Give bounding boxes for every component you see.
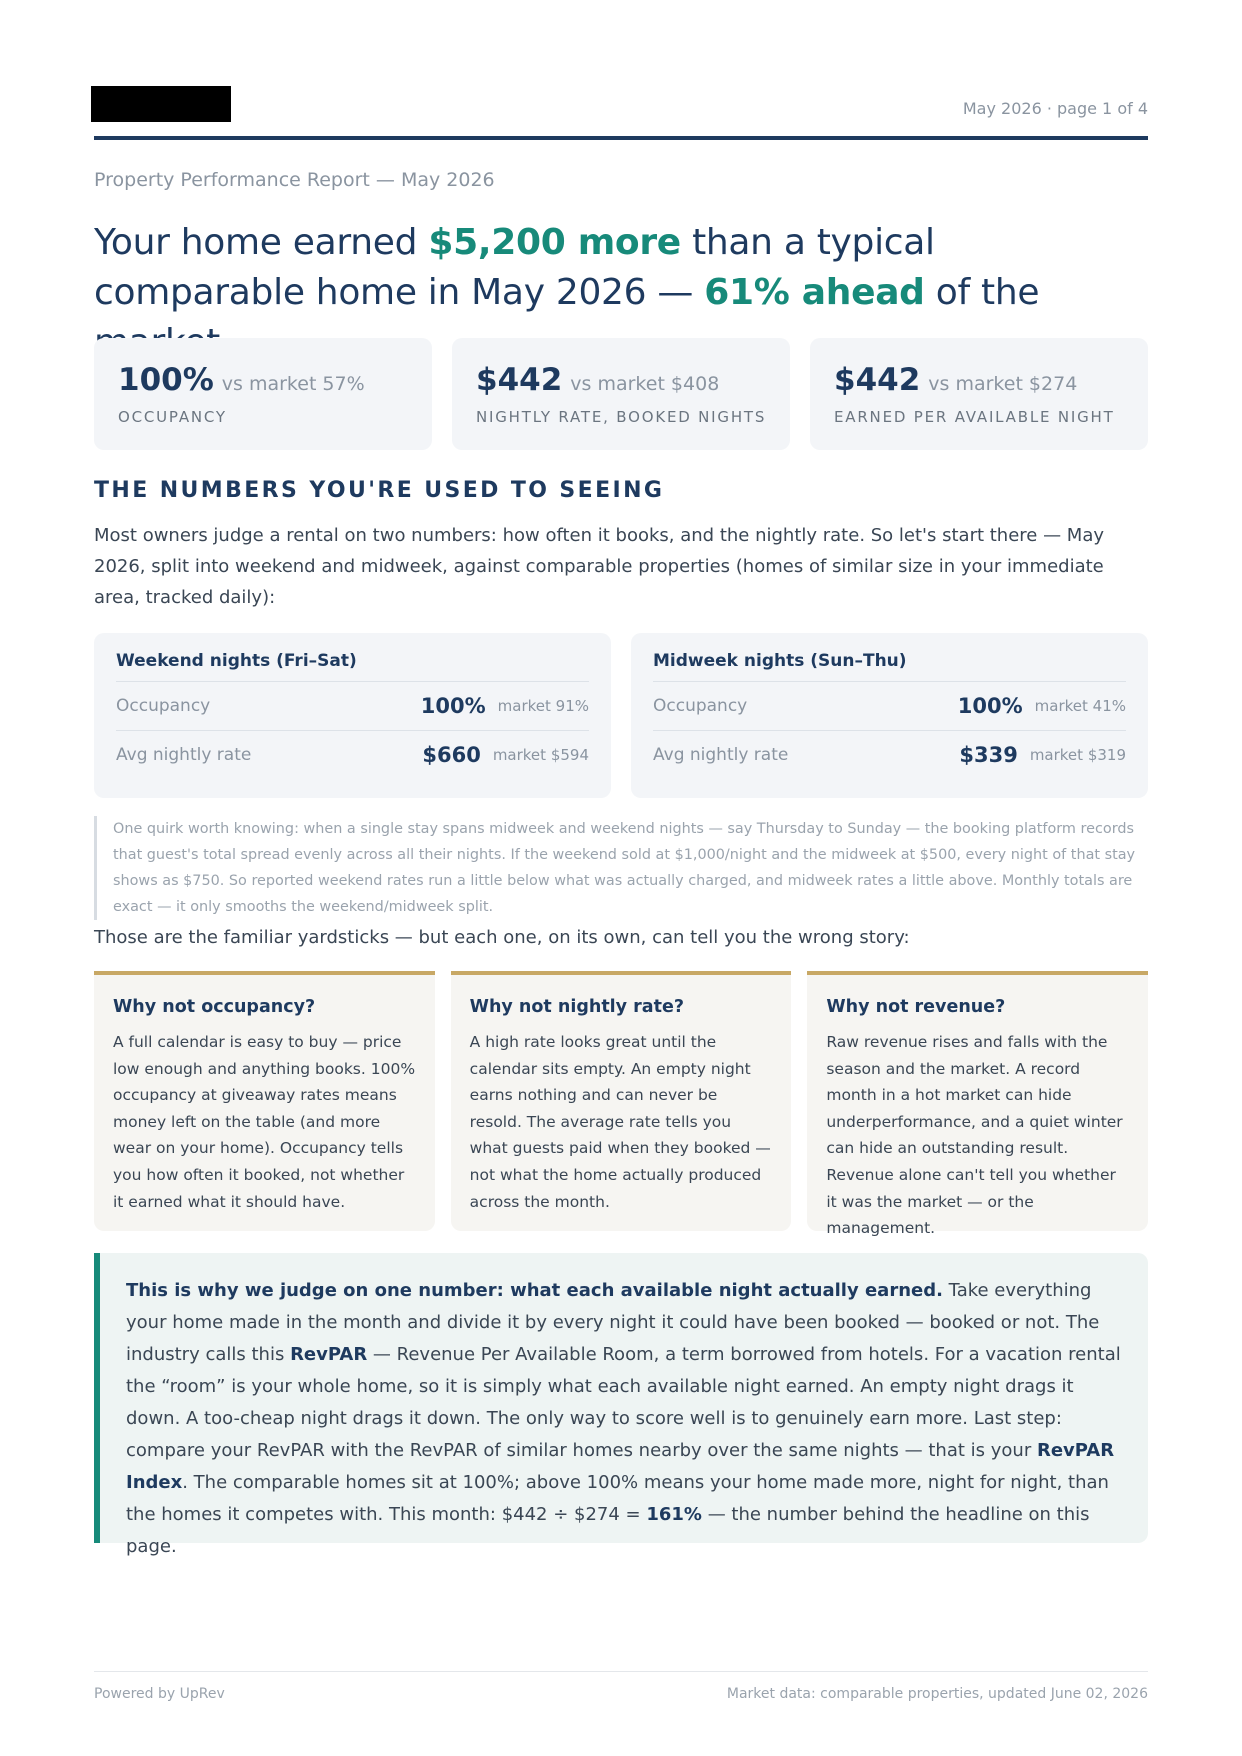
- split-row: [653, 682, 1126, 731]
- kpi-value: $442: [476, 362, 563, 398]
- split-title: Weekend nights (Fri–Sat): [116, 651, 589, 682]
- kpi-occupancy: [94, 338, 432, 450]
- split-row: [116, 682, 589, 731]
- split-row-value: $339: [959, 743, 1018, 767]
- revpar-callout: [94, 1253, 1148, 1557]
- split-row-label: Occupancy: [116, 696, 211, 716]
- headline-highlight-amount: $5,200 more: [428, 222, 681, 263]
- why-not-rate-card: [451, 971, 792, 1231]
- callout-text: . The comparable homes sit at 100%; above 100% means your home made more, night for night, than the homes it competes with. This month: $442 ÷ $274 =: [126, 1472, 1109, 1525]
- split-row-value: 100%: [420, 694, 486, 718]
- headline-text-2: than a typical comparable home in May 2026 —: [94, 222, 935, 313]
- why-body: A full calendar is easy to buy — price low enough and anything books. 100% occupancy at giveaway rates means money left on the table (and more wear on your home). Occupancy tells you how often it booked, not whether it earned what it should have.: [113, 1033, 416, 1211]
- split-row-market: market $319: [1029, 746, 1126, 764]
- split-row-value: $660: [422, 743, 481, 767]
- headline-highlight-percent: 61% ahead: [704, 272, 925, 313]
- why-title: Why not occupancy?: [113, 997, 316, 1017]
- page-header: [94, 86, 1148, 140]
- why-not-revenue-card: [807, 971, 1148, 1238]
- section-title: THE NUMBERS YOU'RE USED TO SEEING: [94, 478, 665, 503]
- split-row-label: Avg nightly rate: [116, 745, 252, 765]
- split-row-market: market $594: [492, 746, 589, 764]
- kpi-nightly-rate: [452, 338, 790, 450]
- callout-text: Take everything your home made in the month and divide it by every night it could have been booked — booked or not. The industry calls this: [126, 1280, 1100, 1365]
- kpi-label: EARNED PER AVAILABLE NIGHT: [834, 408, 1115, 426]
- callout-bold-revpar: RevPAR: [290, 1344, 368, 1365]
- split-cards: [94, 633, 1148, 798]
- report-subtitle: Property Performance Report — May 2026: [94, 169, 495, 191]
- split-title: Midweek nights (Sun–Thu): [653, 651, 1126, 682]
- callout-text: — Revenue Per Available Room, a term borrowed from hotels. For a vacation rental the “room” is your whole home, so it is simply what each available night earned. An empty night drags it down. A too-cheap night drags it down. The only way to score well is to genuinely earn more. Last step: compare your RevPAR with the RevPAR of similar homes nearby over the same nights — that is your: [126, 1344, 1121, 1461]
- page-footer: [94, 1671, 1148, 1708]
- split-row-label: Occupancy: [653, 696, 748, 716]
- kpi-value: 100%: [118, 362, 214, 398]
- section-intro: Most owners judge a rental on two numbers: how often it books, and the nightly rate. So let's start there — May 2026, split into weekend and midweek, against comparable properties (homes of similar size in your immediate area, tracked daily):: [94, 525, 1105, 608]
- footer-powered-by: Powered by UpRev: [94, 1686, 225, 1702]
- callout-bold-index-value: 161%: [646, 1504, 702, 1525]
- weekend-card: [94, 633, 611, 798]
- split-row: [653, 731, 1126, 779]
- footer-market-data: Market data: comparable properties, updated June 02, 2026: [726, 1686, 1148, 1702]
- kpi-market-compare: vs market $274: [928, 373, 1078, 395]
- midweek-card: [631, 633, 1148, 798]
- why-not-cards: [94, 971, 1148, 1238]
- split-row-market: market 91%: [497, 697, 589, 715]
- kpi-market-compare: vs market $408: [570, 373, 720, 395]
- yardsticks-lead: Those are the familiar yardsticks — but each one, on its own, can tell you the wrong story:: [94, 927, 910, 948]
- quirk-note: One quirk worth knowing: when a single stay spans midweek and weekend nights — say Thursday to Sunday — the booking platform records that guest's total spread evenly across all their nights. If the weekend sold at $1,000/night and the midweek at $500, every night of that stay shows as $750. So reported weekend rates run a little below what was actually charged, and midweek rates a little above. Monthly totals are exact — it only smooths the weekend/midweek split.: [94, 816, 1153, 920]
- kpi-value: $442: [834, 362, 921, 398]
- why-title: Why not revenue?: [826, 997, 1006, 1017]
- why-body: Raw revenue rises and falls with the season and the market. A record month in a hot market can hide underperformance, and a quiet winter can hide an outstanding result. Revenue alone can't tell you whether it was the market — or the management.: [826, 1033, 1123, 1238]
- callout-bold-lead: This is why we judge on one number: what each available night actually earned.: [126, 1280, 943, 1301]
- split-row: [116, 731, 589, 779]
- redacted-logo: [91, 86, 231, 122]
- kpi-row: [94, 338, 1148, 450]
- headline-text-3: of the: [935, 272, 1040, 313]
- split-row-label: Avg nightly rate: [653, 745, 789, 765]
- why-title: Why not nightly rate?: [469, 997, 685, 1017]
- kpi-revpar: [810, 338, 1148, 450]
- why-body: A high rate looks great until the calendar sits empty. An empty night earns nothing and can never be resold. The average rate tells you what guests paid when they booked — not what the home actually produced across the month.: [469, 1033, 771, 1211]
- headline-text-1: Your home earned: [94, 222, 429, 263]
- split-row-market: market 41%: [1034, 697, 1126, 715]
- callout-bold-revpar-index: RevPAR Index: [126, 1440, 1115, 1493]
- callout-text: — the number behind the headline on this page.: [126, 1504, 1090, 1557]
- kpi-label: NIGHTLY RATE, BOOKED NIGHTS: [476, 408, 767, 426]
- page-indicator: May 2026 · page 1 of 4: [962, 99, 1148, 118]
- why-not-occupancy-card: [94, 971, 435, 1231]
- split-row-value: 100%: [957, 694, 1023, 718]
- kpi-label: OCCUPANCY: [118, 408, 227, 426]
- kpi-market-compare: vs market 57%: [221, 373, 365, 395]
